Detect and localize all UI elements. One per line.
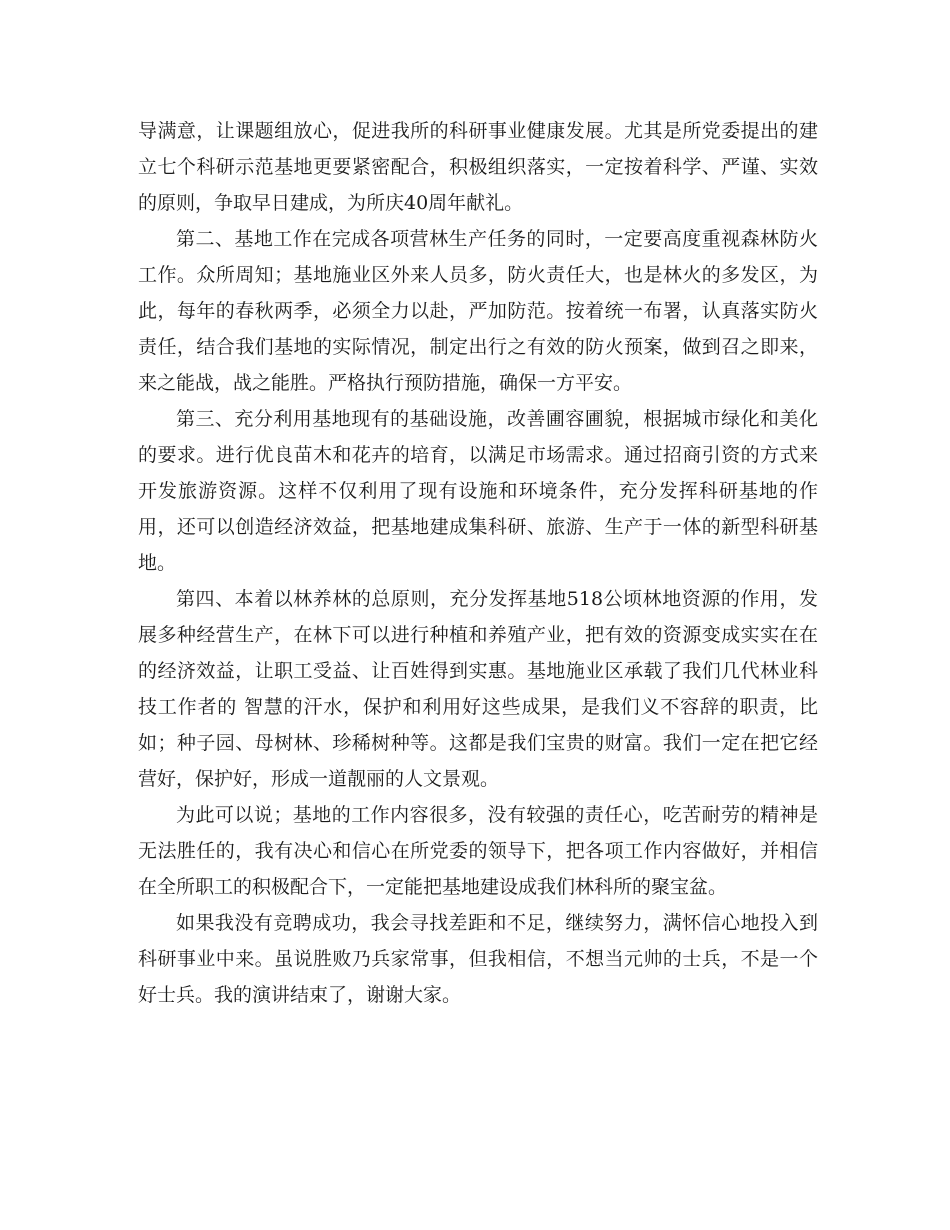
paragraph-fire-prevention: 第二、基地工作在完成各项营林生产任务的同时，一定要高度重视森林防火工作。众所周知；基地施业区外来人员多，防火责任大，也是林火的多发区，为此，每年的春秋两季，必须全力以赴，严加防范。按着统一布署，认真落实防火责任，结合我们基地的实际情况，制定出行之有效的防火预案，做到召之即来，来之能战，战之能胜。严格执行预防措施，确保一方平安。 bbox=[138, 228, 818, 394]
paragraph-infrastructure: 第三、充分利用基地现有的基础设施，改善圃容圃貌，根据城市绿化和美化的要求。进行优良苗木和花卉的培育，以满足市场需求。通过招商引资的方式来开发旅游资源。这样不仅利用了现有设施和环境条件，充分发挥科研基地的作用，还可以创造经济效益，把基地建成集科研、旅游、生产于一体的新型科研基地。 bbox=[138, 408, 818, 574]
paragraph-forest-resources: 第四、本着以林养林的总原则，充分发挥基地518公顷林地资源的作用，发展多种经营生产，在林下可以进行种植和养殖产业，把有效的资源变成实实在在的经济效益，让职工受益、让百姓得到实惠。基地施业区承载了我们几代林业科技工作者的 智慧的汗水，保护和利用好这些成果，是我们义不容辞的职责，比如；种子园、母树林、珍稀树种等。这都是我们宝贵的财富。我们一定在把它经营好，保护好，形成一道靓丽的人文景观。 bbox=[138, 588, 818, 790]
paragraph-closing: 如果我没有竞聘成功，我会寻找差距和不足，继续努力，满怀信心地投入到科研事业中来。虽说胜败乃兵家常事，但我相信，不想当元帅的士兵，不是一个好士兵。我的演讲结束了，谢谢大家。 bbox=[138, 912, 818, 1006]
paragraph-continuation: 导满意，让课题组放心，促进我所的科研事业健康发展。尤其是所党委提出的建立七个科研示范基地更要紧密配合，积极组织落实，一定按着科学、严谨、实效的原则，争取早日建成，为所庆40周年献礼。 bbox=[138, 120, 818, 214]
document-body bbox=[138, 113, 818, 1013]
paragraph-commitment: 为此可以说；基地的工作内容很多，没有较强的责任心，吃苦耐劳的精神是无法胜任的，我有决心和信心在所党委的领导下，把各项工作内容做好，并相信在全所职工的积极配合下，一定能把基地建设成我们林科所的聚宝盆。 bbox=[138, 804, 818, 898]
